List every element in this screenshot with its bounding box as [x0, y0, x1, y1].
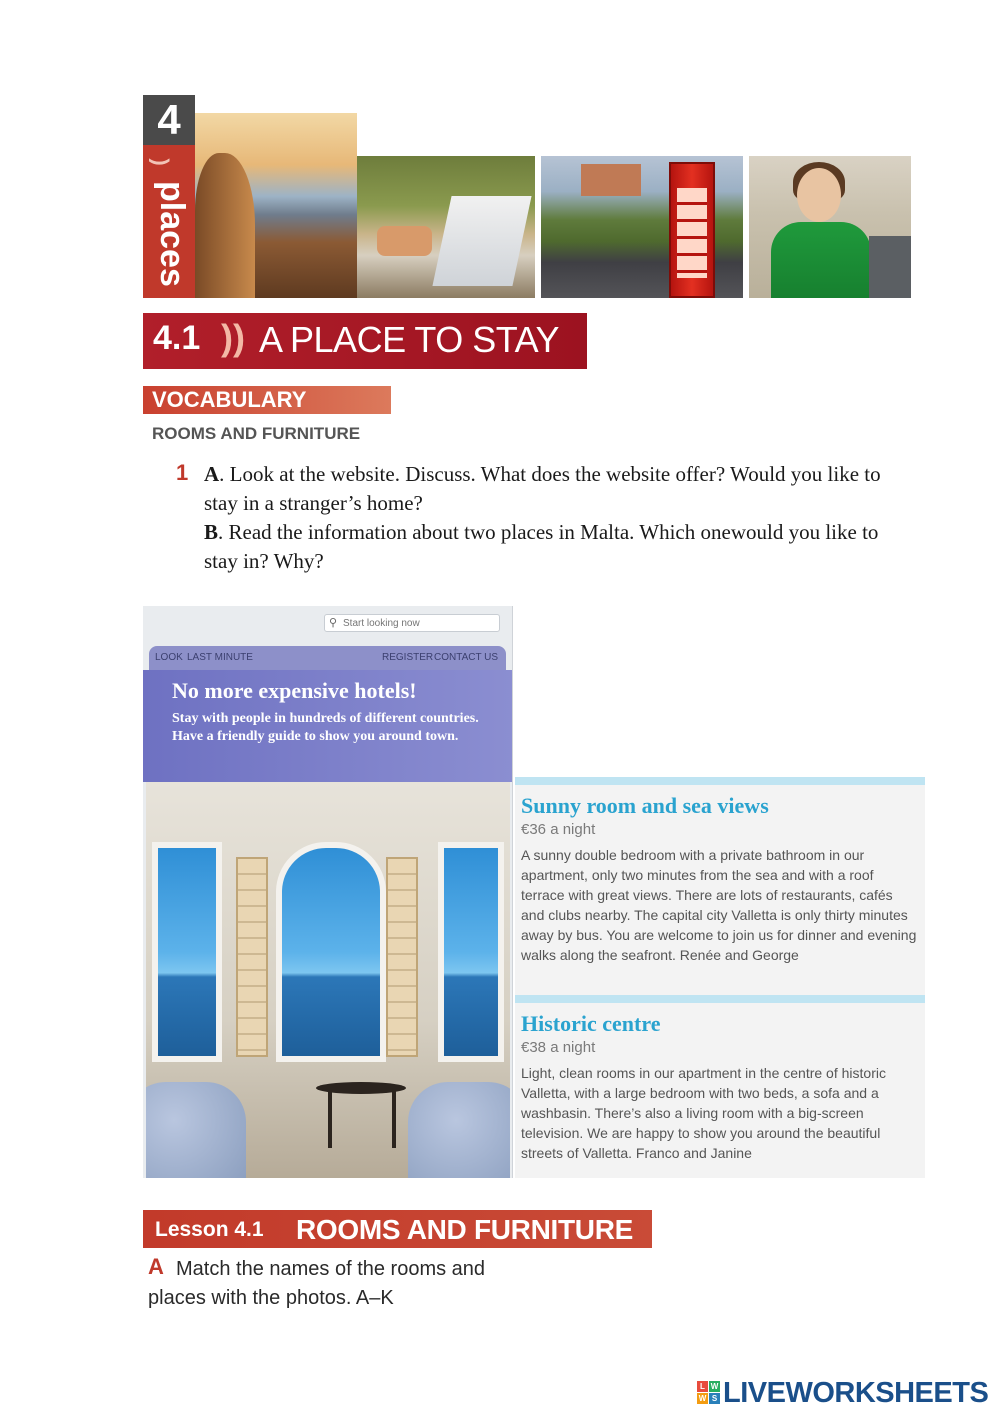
exercise-part-a: A. Look at the website. Discuss. What does the website offer? Would you like to stay in a stranger’s home?	[204, 462, 881, 515]
logo-mark-icon	[697, 1381, 721, 1405]
photo-red-telephone-box	[541, 156, 743, 298]
website-tagline: Stay with people in hundreds of different countries. Have a friendly guide to show you around town.	[172, 711, 479, 744]
window-center	[276, 842, 386, 1062]
lesson-title: A PLACE TO STAY	[259, 319, 559, 360]
listing-price: €36 a night	[521, 821, 596, 838]
search-input[interactable]	[343, 616, 493, 630]
listing-title: Historic centre	[521, 1011, 661, 1036]
listing-price: €38 a night	[521, 1039, 596, 1056]
armchair-right	[408, 1082, 510, 1178]
section-title: ROOMS AND FURNITURE	[296, 1214, 634, 1245]
shirt-shape	[771, 222, 871, 298]
photo-cappadocia	[195, 113, 357, 298]
register-shape	[869, 236, 911, 298]
exercise-number: 1	[176, 460, 189, 485]
nav-last-minute[interactable]: LAST MINUTE	[187, 652, 253, 663]
section-title-bar	[143, 1210, 652, 1248]
section-letter: A	[148, 1254, 164, 1279]
listing-divider	[515, 777, 925, 785]
logo-mark-letter: W	[710, 1382, 719, 1391]
listing-description: Light, clean rooms in our apartment in the centre of historic Valletta, with a large bedroom with two beds, a sofa and a washbasin. There’s also a living room with a big-screen television. We are happy to show you around the beautiful streets of Valletta. Franco and Janine	[521, 1065, 886, 1161]
website-hero	[143, 670, 513, 782]
website-headline: No more expensive hotels!	[172, 678, 417, 703]
listing-title: Sunny room and sea views	[521, 793, 769, 818]
website-mockup	[143, 606, 513, 1178]
rock-shape	[195, 153, 255, 298]
unit-arc-icon: )	[148, 158, 174, 166]
cushion-shape	[377, 226, 432, 256]
window-left	[152, 842, 222, 1062]
nav-register[interactable]: REGISTER	[382, 652, 434, 663]
photo-garden-terrace	[357, 156, 535, 298]
unit-title: places	[153, 181, 191, 287]
shutter-center-right	[386, 857, 418, 1057]
logo-text: LIVEWORKSHEETS	[723, 1377, 989, 1409]
vocabulary-label: VOCABULARY	[143, 386, 391, 414]
search-box[interactable]	[324, 614, 500, 632]
listing-divider	[515, 995, 925, 1003]
phone-booth-shape	[669, 162, 715, 298]
table-leg	[392, 1088, 396, 1148]
logo-mark-letter: W	[698, 1394, 707, 1403]
nav-look[interactable]: LOOK	[155, 652, 183, 663]
unit-number: 4	[143, 95, 195, 145]
section-lesson-label: Lesson 4.1	[155, 1218, 264, 1241]
lesson-number: 4.1	[153, 319, 201, 357]
lesson-title-bar	[143, 313, 587, 369]
house-shape	[581, 164, 641, 196]
logo-mark-letter: S	[709, 1393, 720, 1404]
listing-card	[515, 785, 925, 995]
exercise-instructions	[204, 460, 910, 576]
room-photo	[146, 782, 510, 1178]
search-icon: ⚲	[329, 617, 338, 629]
shutter-left	[236, 857, 268, 1057]
armchair-left	[146, 1082, 246, 1178]
website-nav	[149, 646, 506, 670]
window-right	[438, 842, 504, 1062]
listing-card	[515, 1003, 925, 1178]
table-shape	[432, 196, 531, 286]
section-instruction: Match the names of the rooms and places with the photos. A–K	[148, 1258, 486, 1309]
logo-mark-letter: L	[697, 1381, 708, 1392]
unit-tab	[143, 95, 195, 298]
photo-supermarket-cashier	[749, 156, 911, 298]
exercise-part-b: B. Read the information about two places in Malta. Which onewould you like to stay in? Why?	[204, 520, 879, 573]
sound-arc-icon: ))	[221, 317, 245, 358]
nav-contact-us[interactable]: CONTACT US	[434, 652, 499, 663]
listing-description: A sunny double bedroom with a private bathroom in our apartment, only two minutes from the sea and with a roof terrace with great views. There are lots of restaurants, cafés and clubs nearby. The capital city Valletta is only thirty minutes away by bus. You are welcome to join us for dinner and evening walks along the seafront. Renée and George	[521, 847, 917, 963]
side-table	[316, 1082, 406, 1094]
head-shape	[797, 168, 841, 222]
table-leg	[328, 1088, 332, 1148]
vocabulary-subheading: ROOMS AND FURNITURE	[152, 424, 361, 443]
